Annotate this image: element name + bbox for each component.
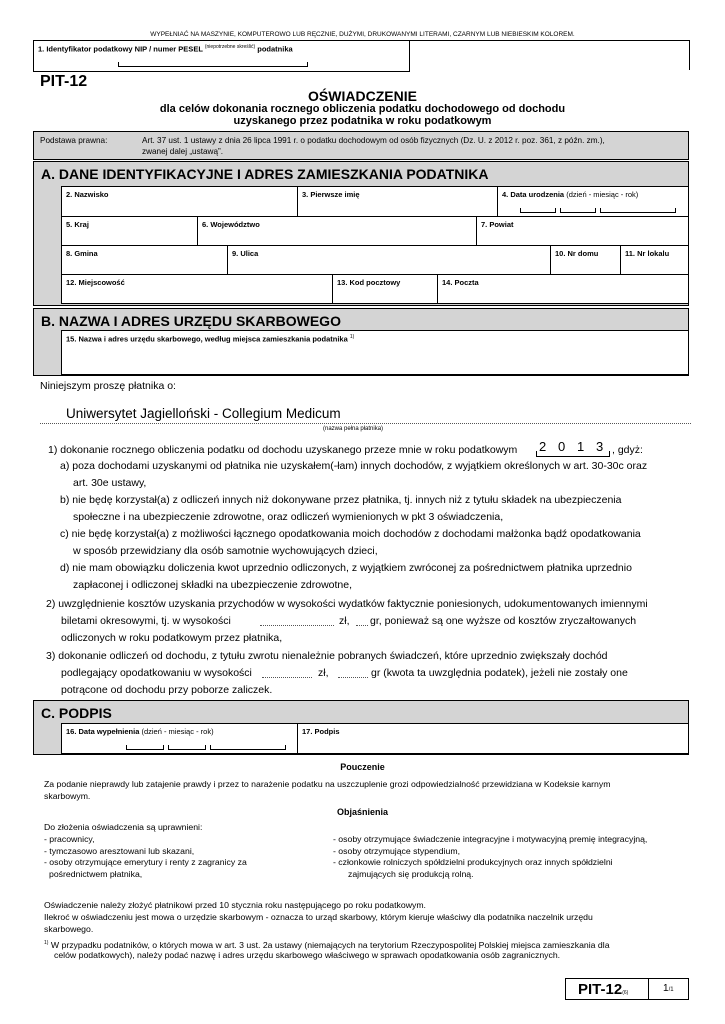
signature-field[interactable]: 17. Podpis xyxy=(297,723,689,754)
item-3-zl-input[interactable] xyxy=(262,677,312,678)
payer-caption: (nazwa pełna płatnika) xyxy=(323,426,384,432)
request-intro: Niniejszym proszę płatnika o: xyxy=(40,380,176,392)
list-item: - osoby otrzymujące stypendium, xyxy=(333,845,460,856)
form-subtitle-2: uzyskanego przez podatnika w roku podatkowym xyxy=(233,115,492,127)
item-1b-line-1: b) nie będę korzystał(a) z odliczeń innych niż dokonywane przez płatnika, tj. innych niż z tytułu składek na ubezpieczenia xyxy=(60,494,622,506)
year-digit-2: 0 xyxy=(558,439,566,454)
form-subtitle-1: dla celów dokonania rocznego obliczenia podatku dochodowego od dochodu xyxy=(159,103,566,115)
payer-name-line xyxy=(40,423,691,424)
tax-year-field[interactable] xyxy=(536,439,610,457)
item-1: 1) dokonanie rocznego obliczenia podatku od dochodu uzyskanego przeze mnie w roku podatkowym xyxy=(48,444,518,456)
item-1-suffix: , gdyż: xyxy=(612,444,643,456)
fill-year-ticks xyxy=(210,745,286,750)
first-name-field[interactable]: 3. Pierwsze imię xyxy=(297,186,498,217)
year-digit-1: 2 xyxy=(539,439,547,454)
year-digit-3: 1 xyxy=(577,439,585,454)
list-item: - pracownicy, xyxy=(44,834,95,844)
item-1d-line-1: d) nie mam obowiązku doliczenia kwot uprzednio odliczonych, z wyjątkiem zwróconej za pośrednictwem płatnika uprzednio xyxy=(60,562,632,574)
fill-month-ticks xyxy=(168,745,206,750)
city-field[interactable]: 12. Miejscowość xyxy=(61,274,333,304)
fill-instruction: WYPEŁNIAĆ NA MASZYNIE, KOMPUTEROWO LUB RĘCZNIE, DUŻYMI, DRUKOWANYMI LITERAMI, CZARNYM LUB NIEBIESKIM KOLOREM. xyxy=(150,31,575,38)
item-2-line-2a: biletami okresowymi, tj. w wysokości xyxy=(61,615,231,627)
nip-field[interactable] xyxy=(33,40,410,72)
legal-basis-text-1: Art. 37 ust. 1 ustawy z dnia 26 lipca 1991 r. o podatku dochodowym od osób fizycznych (Dz. U. z 2012 r. poz. 361, z późn. zm.), xyxy=(142,136,605,145)
legal-basis-label: Podstawa prawna: xyxy=(40,136,108,145)
tax-office-field[interactable]: 15. Nazwa i adres urzędu skarbowego, według miejsca zamieszkania podatnika $^{1)}$ xyxy=(61,330,689,375)
section-b-title: B. NAZWA I ADRES URZĘDU SKARBOWEGO xyxy=(41,313,341,329)
item-1c-line-2: w sposób przewidziany dla osób samotnie wychowujących dzieci, xyxy=(73,545,378,557)
item-2-line-2b: zł, xyxy=(339,615,350,627)
item-1a-line-1: a) poza dochodami uzyskanymi od płatnika nie uzyskałem(-łam) innych dochodów, z wyjątkiem określonych w art. 30-30c oraz xyxy=(60,460,648,472)
country-field[interactable]: 5. Kraj xyxy=(61,216,198,246)
street-field[interactable]: 9. Ulica xyxy=(227,245,551,275)
birth-date-field[interactable]: 4. Data urodzenia (dzień - miesiąc - rok) xyxy=(497,186,689,217)
section-c-title: C. PODPIS xyxy=(41,705,112,721)
entitled-right-list xyxy=(333,834,647,880)
item-3-gr-input[interactable] xyxy=(338,677,368,678)
surname-field[interactable]: 2. Nazwisko xyxy=(61,186,298,217)
county-field[interactable]: 7. Powiat xyxy=(476,216,689,246)
birth-year-ticks xyxy=(600,208,676,213)
fill-date-field[interactable]: 16. Data wypełnienia (dzień - miesiąc - rok) xyxy=(61,723,298,754)
item-3-line-1: 3) dokonanie odliczeń od dochodu, z tytułu zwrotu nienależnie pobranych świadczeń, które uprzednio zwiększały dochód xyxy=(46,650,608,662)
pouczenie-text-1: Za podanie nieprawdy lub zatajenie prawdy i przez to narażenie podatku na uszczuplenie grozi odpowiedzialność przewidziana w Kodeksie karnym xyxy=(44,779,611,789)
footer-form-code: PIT-12(6) xyxy=(578,981,629,998)
entitled-intro: Do złożenia oświadczenia są uprawnieni: xyxy=(44,822,203,832)
nip-tickmarks xyxy=(118,62,308,67)
section-a-title: A. DANE IDENTYFIKACYJNE I ADRES ZAMIESZKANIA PODATNIKA xyxy=(41,166,489,182)
apartment-number-field[interactable]: 11. Nr lokalu xyxy=(620,245,689,275)
page-number: 1/1 xyxy=(663,983,674,994)
header-right-rule xyxy=(689,40,690,70)
item-2-gr-input[interactable] xyxy=(356,625,368,626)
entitled-left-list xyxy=(44,834,247,880)
item-2-line-2c: gr, ponieważ są one wyższe od kosztów zryczałtowanych xyxy=(370,615,637,627)
form-code: PIT-12 xyxy=(40,73,88,90)
tax-office-note-2: skarbowego. xyxy=(44,924,94,934)
item-1d-line-2: zapłaconej i odliczonej składki na ubezpieczenie zdrowotne, xyxy=(73,579,353,591)
item-2-line-3: odliczonych w roku podatkowym przez płatnika, xyxy=(61,632,283,644)
birth-day-ticks xyxy=(520,208,556,213)
list-item: - osoby otrzymujące świadczenie integracyjne i motywacyjną premię integracyjną, xyxy=(333,834,648,844)
item-1c-line-1: c) nie będę korzystał(a) z możliwości łącznego opodatkowania moich dochodów z dochodami małżonka bądź opodatkowania xyxy=(60,528,641,540)
pouczenie-title: Pouczenie xyxy=(340,762,385,772)
objasnienia-title: Objaśnienia xyxy=(336,807,389,817)
item-3-line-3: potrącone od dochodu przy poborze zaliczek. xyxy=(61,684,273,696)
footer-code-box xyxy=(565,978,689,1000)
list-item: - tymczasowo aresztowani lub skazani, xyxy=(44,845,195,856)
deadline-note: Oświadczenie należy złożyć płatnikowi przed 10 stycznia roku następującego po roku podatkowym. xyxy=(44,900,426,910)
list-item: - osoby otrzymujące emerytury i renty z zagranicy za xyxy=(44,857,247,867)
tax-office-note-1: Ilekroć w oświadczeniu jest mowa o urzędzie skarbowym - oznacza to urząd skarbowy, którym kieruje właściwy dla podatnika naczelnik urzędu xyxy=(44,912,593,922)
pouczenie-text-2: skarbowym. xyxy=(44,791,91,801)
payer-name: Uniwersytet Jagielloński - Collegium Medicum xyxy=(66,406,341,421)
legal-basis-text-2: zwanej dalej „ustawą”. xyxy=(142,147,224,156)
year-digit-4: 3 xyxy=(596,439,604,454)
fill-day-ticks xyxy=(126,745,164,750)
list-item: pośrednictwem płatnika, xyxy=(49,868,143,879)
header-top-rule xyxy=(410,40,689,41)
item-3-line-2c: gr (kwota ta uwzględnia podatek), jeżeli nie zostały one xyxy=(371,667,628,679)
item-2-zl-input[interactable] xyxy=(260,625,334,626)
item-2-line-1: 2) uwzględnienie kosztów uzyskania przychodów w wysokości wydatków faktycznie poniesionych, udokumentowanych imiennymi xyxy=(46,598,648,610)
legal-basis xyxy=(33,131,689,160)
commune-field[interactable]: 8. Gmina xyxy=(61,245,228,275)
list-item: zajmujących się produkcją rolną. xyxy=(348,868,474,879)
footnote-1-cont: celów podatkowych), należy podać nazwę i adres urzędu skarbowego właściwego w sprawach opodatkowania osób zagranicznych. xyxy=(54,950,561,960)
footnote-1: $^{1)}$ W przypadku podatników, o których mowa w art. 3 ust. 2a ustawy (niemających na terytorium Rzeczypospolitej Polskiej miejsca zamieszkania dla xyxy=(44,939,610,950)
item-1b-line-2: społeczne i na ubezpieczenie zdrowotne, oraz odliczeń wymienionych w pkt 3 oświadczenia, xyxy=(73,511,504,523)
house-number-field[interactable]: 10. Nr domu xyxy=(550,245,621,275)
item-1a-line-2: art. 30e ustawy, xyxy=(73,477,147,489)
post-office-field[interactable]: 14. Poczta xyxy=(437,274,689,304)
item-3-line-2b: zł, xyxy=(318,667,329,679)
form-title: OŚWIADCZENIE xyxy=(308,88,417,104)
footer-divider xyxy=(648,979,649,999)
list-item: - członkowie rolniczych spółdzielni produkcyjnych oraz innych spółdzielni xyxy=(333,857,613,867)
postal-code-field[interactable]: 13. Kod pocztowy xyxy=(332,274,438,304)
item-3-line-2a: podlegający opodatkowaniu w wysokości xyxy=(61,667,252,679)
birth-month-ticks xyxy=(560,208,596,213)
voivodeship-field[interactable]: 6. Województwo xyxy=(197,216,477,246)
nip-label: 1. Identyfikator podatkowy NIP / numer PESEL $^{(niepotrzebne skreślić)}$ podatnika xyxy=(38,44,293,54)
